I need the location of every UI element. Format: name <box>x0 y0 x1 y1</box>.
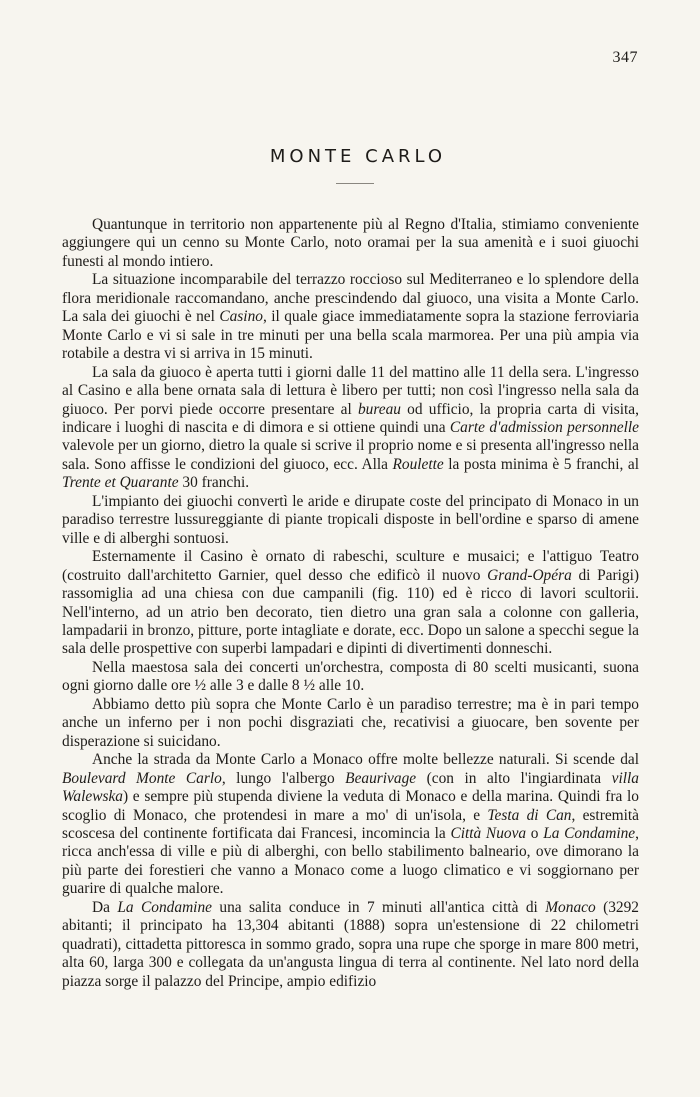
page-number: 347 <box>612 49 638 66</box>
italic-run: bureau <box>357 400 401 418</box>
paragraph <box>62 271 639 363</box>
text-run: Anche la strada da Monte Carlo a Monaco offre molte bellezze naturali. Si scende dal <box>92 751 639 769</box>
text-run: (3292 abitanti; il principato ha 13,304 abitanti (1888) sopra un'estensione di 22 chilometri quadrati), cittadetta pittoresca in sommo grado, sopra una rupe che sporge in mare 800 metri, alta 60, larga 300 e collegata da un'angusta lingua di terra al continente. Nel lato nord della piazza sorge il palazzo del Principe, ampio edifizio <box>62 898 639 990</box>
italic-run: Grand-Opéra <box>487 566 572 584</box>
italic-run: Roulette <box>392 455 444 473</box>
text-run: o <box>526 824 544 842</box>
paragraph <box>62 751 639 899</box>
paragraph <box>62 364 639 493</box>
text-run: 30 franchi. <box>178 474 250 492</box>
text-run: Abbiamo detto più sopra che Monte Carlo è un paradiso terrestre; ma è in pari tempo anche un inferno per i non pochi disgraziati che, recativisi a giuocare, ben sovente per disperazione si suicidano. <box>62 695 639 750</box>
paragraph <box>62 659 639 696</box>
paragraph <box>62 899 639 991</box>
italic-run: Testa di Can <box>487 806 572 824</box>
italic-run: Monaco <box>545 898 596 916</box>
text-run: la posta minima è 5 franchi, al <box>443 455 639 473</box>
text-run: , ricca anch'essa di ville e più di alberghi, con bello stabilimento balneario, ove dimorano la più parte dei forestieri che vanno a Monaco come a luogo climatico e vi soggiornano per guarire di qualche malore. <box>62 824 639 898</box>
italic-run: Beaurivage <box>345 769 417 787</box>
italic-run: La Condamine <box>543 824 636 842</box>
paragraph <box>62 493 639 548</box>
text-run: (con in alto l'ingiardinata <box>416 769 612 787</box>
text-run: , estremità scoscesa del continente fortificata dai Francesi, incomincia la <box>62 806 640 842</box>
italic-run: Carte d'admission personnelle <box>449 418 639 436</box>
text-run: di Parigi) rassomiglia ad una chiesa con due campanili (fig. 110) ed è ricco di lavori scultorii. Nell'interno, ad un atrio ben decorato, tien dietro una gran sala a colonne con galleria, lampadarii in bronzo, pitture, porte intagliate e dorate, ecc. Dopo un salone a specchi segue la sala delle prospettive con superbi lampadari e dipinti di divertimenti donneschi. <box>62 566 640 658</box>
italic-run: villa Walewska <box>62 769 639 806</box>
title-rule-divider <box>336 183 374 184</box>
text-run: L'impianto dei giuochi convertì le aride e dirupate coste del principato di Monaco in un paradiso terrestre lussureggiante di piante tropicali disposte in bell'ordine e sparso di amene ville e di alberghi sontuosi. <box>62 492 639 547</box>
text-run: , il quale giace immediatamente sopra la stazione ferroviaria Monte Carlo e vi si sale in tre minuti per una bella scala marmorea. Per una più ampia via rotabile a destra vi si arriva in 15 minuti. <box>62 308 639 363</box>
paragraph <box>62 216 639 271</box>
text-run: una salita conduce in 7 minuti all'antica città di <box>211 898 546 916</box>
paragraph <box>62 696 639 751</box>
italic-run: Casino <box>219 308 263 326</box>
italic-run: La Condamine <box>117 898 212 916</box>
text-run: ) e sempre più stupenda diviene la veduta di Monaco e della marina. Quindi fra lo scoglio di Monaco, che protendesi in mare a mo' di un'isola, e <box>62 788 639 824</box>
text-run: Nella maestosa sala dei concerti un'orchestra, composta di 80 scelti musicanti, suona ogni giorno dalle ore ½ alle 3 e dalle 8 ½ alle 10. <box>62 658 639 695</box>
chapter-title: MONTE CARLO <box>269 146 447 167</box>
paragraph <box>62 548 639 659</box>
text-run: La sala da giuoco è aperta tutti i giorni dalle 11 del mattino alle 11 della sera. L'ingresso al Casino e alla bene ornata sala di lettura è libero per tutti; non così l'ingresso nella sala da giuoco. Per porvi piede occorre presentare al <box>62 363 639 418</box>
text-run: Da <box>92 898 118 916</box>
text-run: valevole per un giorno, dietro la quale si scrive il proprio nome e si presenta all'ingresso nella sala. Sono affisse le condizioni del giuoco, ecc. Alla <box>62 437 639 473</box>
text-run: Quantunque in territorio non appartenente più al Regno d'Italia, stimiamo conveniente aggiungere qui un cenno su Monte Carlo, noto oramai per la sua amenità e i suoi giuochi funesti al mondo intiero. <box>62 216 639 270</box>
italic-run: Boulevard Monte Carlo <box>62 769 222 787</box>
text-run: La situazione incomparabile del terrazzo roccioso sul Mediterraneo e lo splendore della flora meridionale raccomandano, anche prescindendo dal giuoco, una visita a Monte Carlo. La sala dei giuochi è nel <box>62 271 639 326</box>
italic-run: Trente et Quarante <box>62 474 179 492</box>
italic-run: Città Nuova <box>450 824 527 842</box>
text-run: od ufficio, la propria carta di visita, indicare i luoghi di nascita e di dimora e si ottiene quindi una <box>62 400 639 436</box>
text-run: Esternamente il Casino è ornato di rabeschi, sculture e musaici; e l'attiguo Teatro (costruito dall'architetto Garnier, quel desso che edificò il nuovo <box>62 548 639 584</box>
text-run: , lungo l'albergo <box>221 769 346 787</box>
body-text <box>62 216 639 991</box>
